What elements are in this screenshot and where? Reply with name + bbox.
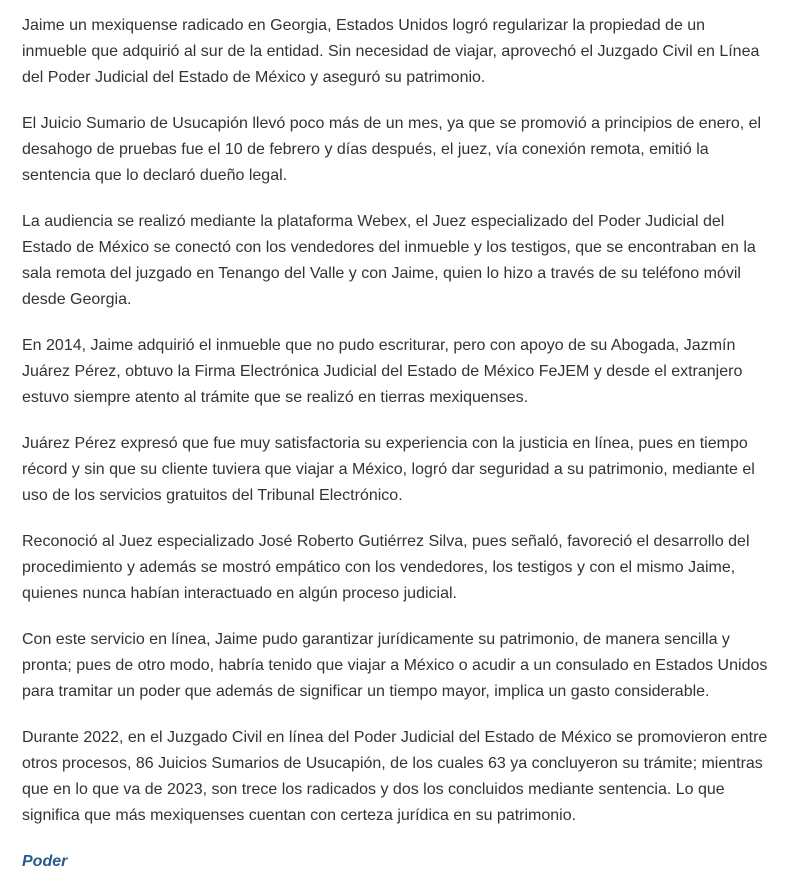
article-paragraph-8: Durante 2022, en el Juzgado Civil en línea del Poder Judicial del Estado de México se promovieron entre otros procesos, 86 Juicios Sumarios de Usucapión, de los cuales 63 ya concluyeron su trámite; mientras que en lo que va de 2023, son trece los radicados y dos los concluidos mediante sentencia. Lo que significa que más mexiquenses cuentan con certeza jurídica en su patrimonio. [22,729,768,824]
article-paragraph-4: En 2014, Jaime adquirió el inmueble que no pudo escriturar, pero con apoyo de su Abogada, Jazmín Juárez Pérez, obtuvo la Firma Electrónica Judicial del Estado de México FeJEM y desde el extranjero estuvo siempre atento al trámite que se realizó en tierras mexiquenses. [22,337,743,406]
article-body [22,13,774,875]
article-paragraph-7: Con este servicio en línea, Jaime pudo garantizar jurídicamente su patrimonio, de manera sencilla y pronta; pues de otro modo, habría tenido que viajar a México o acudir a un consulado en Estados Unidos para tramitar un poder que además de significar un tiempo mayor, implica un gasto considerable. [22,631,768,700]
article-paragraph-6: Reconoció al Juez especializado José Roberto Gutiérrez Silva, pues señaló, favoreció el desarrollo del procedimiento y además se mostró empático con los vendedores, los testigos y con el mismo Jaime, quienes nunca habían interactuado en algún proceso judicial. [22,533,750,602]
article-paragraph-2: El Juicio Sumario de Usucapión llevó poco más de un mes, ya que se promovió a principios de enero, el desahogo de pruebas fue el 10 de febrero y días después, el juez, vía conexión remota, emitió la sentencia que lo declaró dueño legal. [22,115,762,184]
article-paragraph-5: Juárez Pérez expresó que fue muy satisfactoria su experiencia con la justicia en línea, pues en tiempo récord y sin que su cliente tuviera que viajar a México, logró dar seguridad a su patrimonio, mediante el uso de los servicios gratuitos del Tribunal Electrónico. [22,435,755,504]
article-paragraph-1: Jaime un mexiquense radicado en Georgia, Estados Unidos logró regularizar la propiedad de un inmueble que adquirió al sur de la entidad. Sin necesidad de viajar, aprovechó el Juzgado Civil en Línea del Poder Judicial del Estado de México y aseguró su patrimonio. [22,17,760,86]
section-link-poder[interactable]: Poder [22,853,68,870]
article-paragraph-3: La audiencia se realizó mediante la plataforma Webex, el Juez especializado del Poder Judicial del Estado de México se conectó con los vendedores del inmueble y los testigos, que se encontraban en la sala remota del juzgado en Tenango del Valle y con Jaime, quien lo hizo a través de su teléfono móvil desde Georgia. [22,213,756,308]
